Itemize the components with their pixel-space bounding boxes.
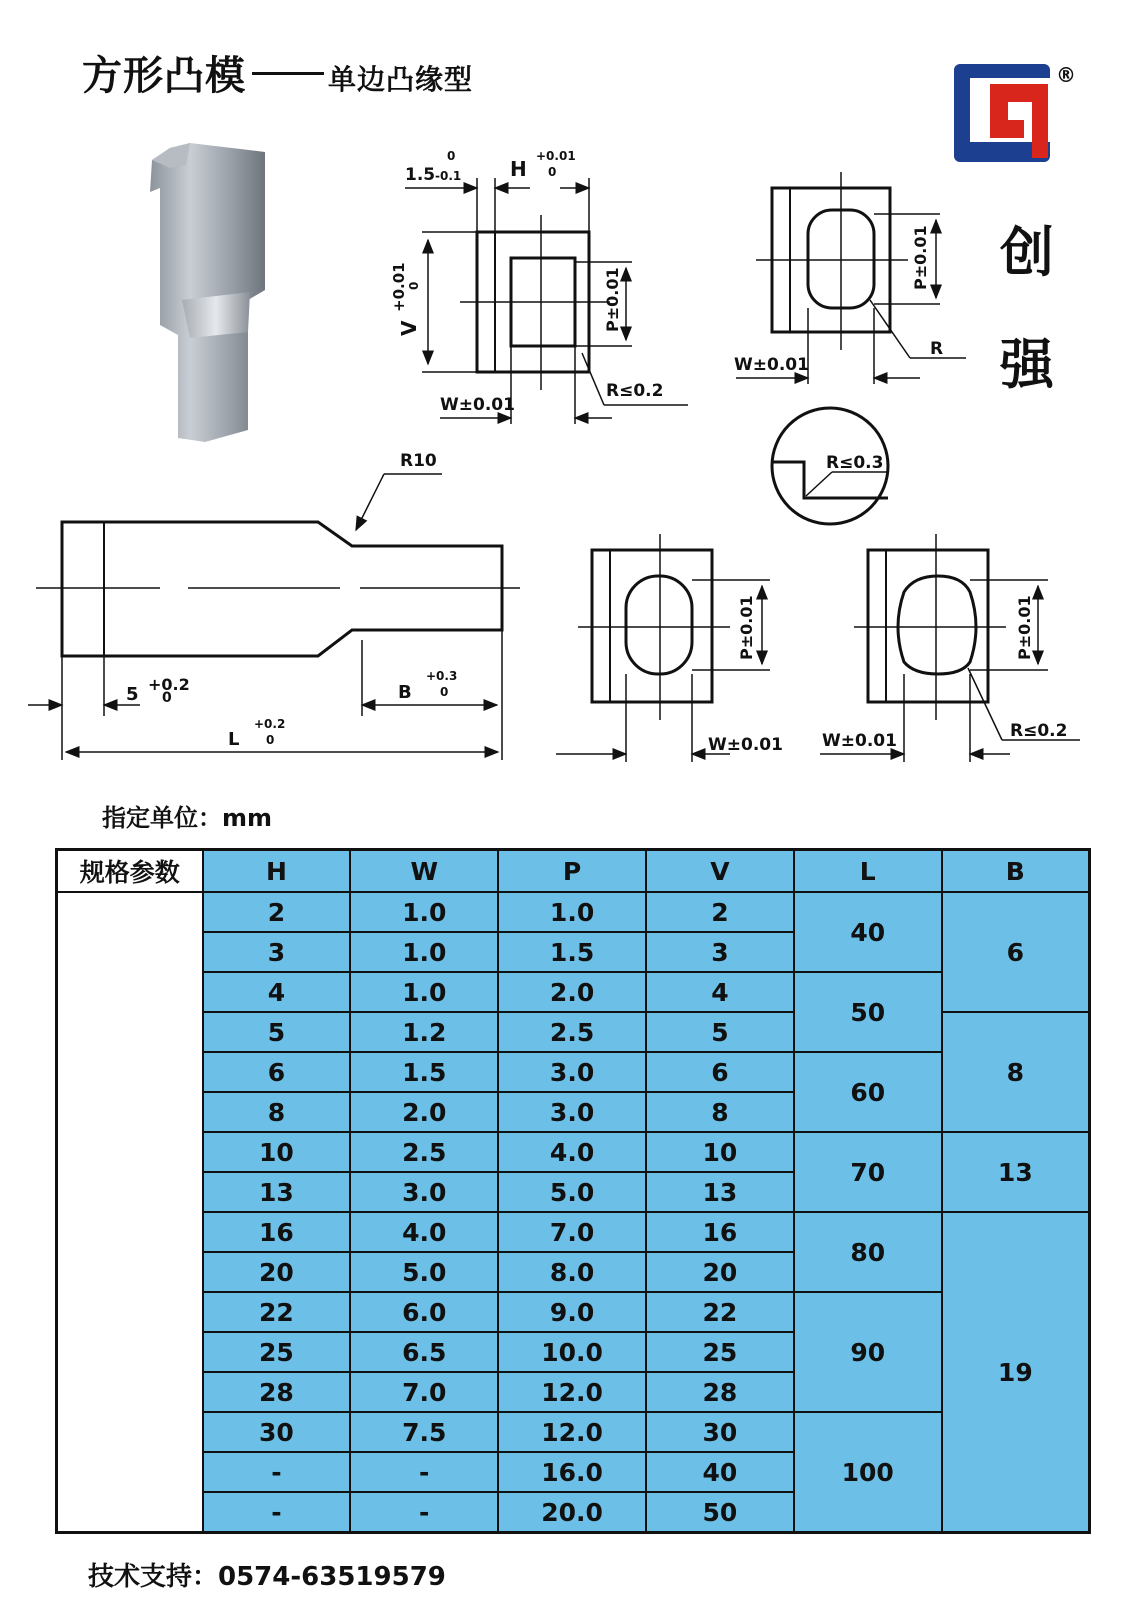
table-cell-p: 12.0 [498, 1412, 646, 1452]
table-cell-b-group: 19 [942, 1212, 1090, 1533]
l-dim-label: L [228, 729, 240, 750]
table-cell-l-group: 80 [794, 1212, 942, 1292]
brand-char-2: 强 [1000, 333, 1054, 396]
table-cell-h: - [203, 1452, 351, 1492]
table-row [57, 892, 1090, 932]
w-dim-label: W±0.01 [440, 395, 515, 415]
column-header: B [942, 850, 1090, 893]
table-cell-h: 22 [203, 1292, 351, 1332]
table-cell-w: 1.5 [350, 1052, 498, 1092]
l-tol-upper: +0.2 [254, 717, 286, 731]
table-cell-v: 22 [646, 1292, 794, 1332]
table-cell-w: 1.0 [350, 932, 498, 972]
table-row [57, 1052, 1090, 1092]
column-header: V [646, 850, 794, 893]
table-cell-h: 2 [203, 892, 351, 932]
table-cell-w: 4.0 [350, 1212, 498, 1252]
h-dim-label: H [510, 157, 527, 181]
table-cell-w: 7.5 [350, 1412, 498, 1452]
v-tol-lower: 0 [407, 281, 421, 290]
table-cell-h: 30 [203, 1412, 351, 1452]
five-tol-lower: 0 [162, 690, 172, 706]
table-cell-v: 28 [646, 1372, 794, 1412]
table-cell-b-group: 13 [942, 1132, 1090, 1212]
table-cell-h: 25 [203, 1332, 351, 1372]
table-cell-h: - [203, 1492, 351, 1533]
w-dim-label-4: W±0.01 [822, 731, 897, 751]
table-row [57, 972, 1090, 1012]
five-tol-upper: +0.2 [148, 675, 190, 694]
spec-table [55, 848, 1091, 1534]
table-cell-v: 5 [646, 1012, 794, 1052]
table-cell-h: 13 [203, 1172, 351, 1212]
table-cell-h: 5 [203, 1012, 351, 1052]
table-cell-h: 6 [203, 1052, 351, 1092]
column-header: P [498, 850, 646, 893]
table-cell-w: - [350, 1452, 498, 1492]
b-tol-lower: 0 [440, 685, 449, 699]
unit-note: 指定单位：mm [102, 804, 273, 832]
spec-label-column-blank [57, 892, 203, 1533]
view-bottom-obround-labels [708, 595, 783, 755]
table-cell-w: - [350, 1492, 498, 1533]
column-header: H [203, 850, 351, 893]
table-cell-w: 1.0 [350, 892, 498, 932]
table-cell-l-group: 100 [794, 1412, 942, 1533]
table-cell-w: 3.0 [350, 1172, 498, 1212]
table-cell-w: 6.0 [350, 1292, 498, 1332]
table-row [57, 1212, 1090, 1252]
table-cell-p: 2.0 [498, 972, 646, 1012]
spec-row-label-header: 规格参数 [57, 850, 203, 893]
table-cell-p: 20.0 [498, 1492, 646, 1533]
r02-label-2: R≤0.2 [1010, 721, 1068, 741]
table-cell-v: 16 [646, 1212, 794, 1252]
table-cell-l-group: 50 [794, 972, 942, 1052]
table-row [57, 1412, 1090, 1452]
column-header: L [794, 850, 942, 893]
h-tol-upper: +0.01 [536, 149, 576, 163]
table-cell-w: 5.0 [350, 1252, 498, 1292]
table-cell-v: 20 [646, 1252, 794, 1292]
table-cell-l-group: 60 [794, 1052, 942, 1132]
table-cell-b-group: 8 [942, 1012, 1090, 1132]
punch-photo [150, 143, 265, 442]
table-cell-p: 8.0 [498, 1252, 646, 1292]
view-top-labels [390, 149, 663, 415]
table-cell-v: 4 [646, 972, 794, 1012]
h-tol-lower: 0 [548, 165, 557, 179]
w-dim-label-2: W±0.01 [734, 355, 809, 375]
table-cell-w: 6.5 [350, 1332, 498, 1372]
p-dim-label-2: P±0.01 [911, 225, 930, 290]
table-cell-l-group: 90 [794, 1292, 942, 1412]
table-cell-p: 1.0 [498, 892, 646, 932]
table-cell-p: 2.5 [498, 1012, 646, 1052]
tech-support-contact: 技术支持：0574-63519579 [88, 1562, 446, 1592]
table-cell-w: 1.0 [350, 972, 498, 1012]
table-cell-v: 13 [646, 1172, 794, 1212]
table-cell-v: 40 [646, 1452, 794, 1492]
flange-tol-lower: -0.1 [435, 169, 462, 183]
table-cell-v: 10 [646, 1132, 794, 1172]
column-header: W [350, 850, 498, 893]
table-cell-l-group: 40 [794, 892, 942, 972]
table-cell-v: 8 [646, 1092, 794, 1132]
table-cell-w: 2.0 [350, 1092, 498, 1132]
r-label: R [930, 339, 944, 359]
table-cell-v: 30 [646, 1412, 794, 1452]
table-cell-w: 2.5 [350, 1132, 498, 1172]
view-top-obround-labels [734, 225, 943, 375]
b-tol-upper: +0.3 [426, 669, 458, 683]
title-main-text: 方形凸模 [82, 53, 246, 99]
table-cell-p: 7.0 [498, 1212, 646, 1252]
r03-label: R≤0.3 [826, 453, 884, 473]
flange-tol-upper: 0 [447, 149, 456, 163]
spec-table-body [57, 892, 1090, 1533]
r10-label: R10 [400, 451, 437, 471]
brand-char-1: 创 [1000, 221, 1054, 284]
table-cell-v: 25 [646, 1332, 794, 1372]
table-cell-v: 3 [646, 932, 794, 972]
registered-mark: ® [1056, 63, 1076, 87]
table-cell-v: 50 [646, 1492, 794, 1533]
page-subtitle: 单边凸缘型 [328, 63, 474, 96]
table-cell-v: 2 [646, 892, 794, 932]
table-cell-h: 3 [203, 932, 351, 972]
table-cell-w: 7.0 [350, 1372, 498, 1412]
table-row [57, 1132, 1090, 1172]
table-cell-h: 16 [203, 1212, 351, 1252]
w-dim-label-3: W±0.01 [708, 735, 783, 755]
table-cell-b-group: 6 [942, 892, 1090, 1012]
table-cell-h: 8 [203, 1092, 351, 1132]
p-dim-label-3: P±0.01 [737, 595, 756, 660]
table-cell-h: 10 [203, 1132, 351, 1172]
table-cell-w: 1.2 [350, 1012, 498, 1052]
table-cell-v: 6 [646, 1052, 794, 1092]
table-cell-p: 10.0 [498, 1332, 646, 1372]
table-cell-p: 12.0 [498, 1372, 646, 1412]
table-cell-p: 5.0 [498, 1172, 646, 1212]
flange-dim: 1.5 [405, 165, 436, 185]
table-cell-p: 1.5 [498, 932, 646, 972]
table-cell-h: 20 [203, 1252, 351, 1292]
spec-table-header-row [57, 850, 1090, 893]
p-dim-label: P±0.01 [603, 267, 622, 332]
table-cell-p: 3.0 [498, 1092, 646, 1132]
r02-label: R≤0.2 [606, 381, 664, 401]
table-cell-l-group: 70 [794, 1132, 942, 1212]
five-dim: 5 [126, 684, 139, 705]
table-cell-p: 4.0 [498, 1132, 646, 1172]
table-cell-p: 3.0 [498, 1052, 646, 1092]
table-cell-p: 16.0 [498, 1452, 646, 1492]
p-dim-label-4: P±0.01 [1015, 595, 1034, 660]
v-dim-label: V [397, 320, 421, 336]
table-cell-h: 28 [203, 1372, 351, 1412]
table-cell-h: 4 [203, 972, 351, 1012]
v-tol-upper: +0.01 [390, 262, 408, 312]
table-cell-p: 9.0 [498, 1292, 646, 1332]
table-row [57, 1292, 1090, 1332]
l-tol-lower: 0 [266, 733, 275, 747]
b-dim-label: B [398, 682, 412, 703]
